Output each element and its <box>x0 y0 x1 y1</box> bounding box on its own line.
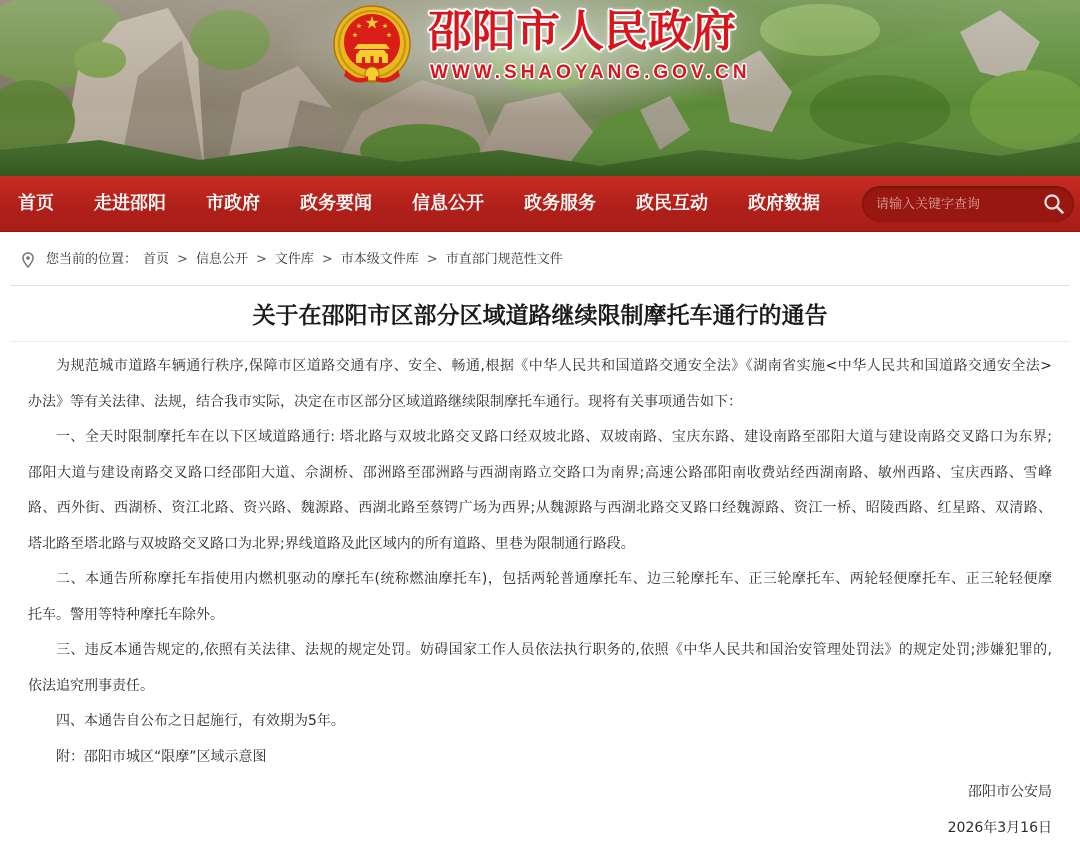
attachment-line: 附：邵阳市城区“限摩”区域示意图 <box>56 748 267 765</box>
issuer-signature: 邵阳市公安局 <box>968 784 1052 800</box>
breadcrumb-home[interactable]: 首页 <box>143 252 170 267</box>
search-box <box>862 186 1074 222</box>
paragraph-line: 邵阳大道与建设南路交叉路口经邵阳大道、佘湖桥、邵洲路至邵洲路与西湖南路立交路口为南界;高速公路邵阳南收费站经西湖南路、敏州西路、宝庆西路、雪峰 <box>28 464 1052 481</box>
location-pin-shape <box>23 253 33 267</box>
search-input[interactable] <box>876 186 1036 222</box>
nav-item-government-news[interactable]: 政务要闻 <box>300 193 372 214</box>
breadcrumb-label: 您当前的位置： <box>46 252 138 267</box>
header-banner <box>0 0 1080 176</box>
main-nav <box>0 176 1080 232</box>
nav-item-about-shaoyang[interactable]: 走进邵阳 <box>94 193 166 214</box>
breadcrumb <box>20 247 563 273</box>
paragraph-line: 为规范城市道路车辆通行秩序,保障市区道路交通有序、安全、畅通,根据《中华人民共和国道路交通安全法》《湖南省实施<中华人民共和国道路交通安全法> <box>56 358 1052 374</box>
search-icon-handle <box>1057 207 1063 213</box>
breadcrumb-information-disclosure[interactable]: 信息公开 <box>195 252 248 267</box>
nav-list-item <box>412 176 484 232</box>
emblem-gate-roof <box>357 50 387 54</box>
national-emblem-icon <box>332 4 412 86</box>
emblem-gate-door <box>362 57 365 63</box>
paragraph-line: 办法》等有关法律、法规，结合我市实际，决定在市区部分区域道路继续限制摩托车通行。现将有关事项通告如下： <box>28 393 742 410</box>
paragraph-line: 依法追究刑事责任。 <box>28 677 154 694</box>
site-url: WWW.SHAOYANG.GOV.CN <box>430 62 751 83</box>
article-paragraph <box>28 740 1052 776</box>
breadcrumb-separator: > <box>321 252 333 267</box>
breadcrumb-divider <box>10 285 1070 286</box>
paragraph-line: 一、全天时限制摩托车在以下区域道路通行: 塔北路与双坡北路交叉路口经双坡北路、双坡南路、宝庆东路、建设南路至邵阳大道与建设南路交叉路口为东界; <box>56 429 1052 445</box>
nav-list-item <box>748 176 820 232</box>
article-paragraph <box>28 562 1052 633</box>
paragraph-line: 四、本通告自公布之日起施行，有效期为5年。 <box>56 713 345 729</box>
article-body <box>28 349 1052 846</box>
breadcrumb-department-normative-documents[interactable]: 市直部门规范性文件 <box>445 252 563 267</box>
emblem-gate-door <box>379 57 382 63</box>
article-paragraph <box>28 420 1052 562</box>
search-button[interactable] <box>1042 193 1066 215</box>
nav-list-item <box>206 176 260 232</box>
nav-item-information-disclosure[interactable]: 信息公开 <box>412 193 484 214</box>
nav-list-item <box>300 176 372 232</box>
article-paragraph <box>28 633 1052 704</box>
paragraph-line: 二、本通告所称摩托车指使用内燃机驱动的摩托车(统称燃油摩托车)，包括两轮普通摩托车、边三轮摩托车、正三轮摩托车、两轮轻便摩托车、正三轮轻便摩 <box>56 571 1052 587</box>
article-paragraph <box>28 349 1052 420</box>
emblem-gate-roof <box>354 44 390 49</box>
paragraph-line: 三、违反本通告规定的,依照有关法律、法规的规定处罚。妨碍国家工作人员依法执行职务的,依照《中华人民共和国治安管理处罚法》的规定处罚;涉嫌犯罪的, <box>56 642 1052 658</box>
paragraph-line: 托车。警用等特种摩托车除外。 <box>28 606 224 623</box>
nav-item-home[interactable]: 首页 <box>18 193 54 214</box>
emblem-gate-door <box>371 56 374 63</box>
breadcrumb-separator: > <box>426 252 438 267</box>
nav-list-item <box>636 176 708 232</box>
location-pin-dot <box>26 256 30 260</box>
site-title: 邵阳市人民政府 <box>428 6 736 57</box>
nav-item-government-data[interactable]: 政府数据 <box>748 193 820 214</box>
breadcrumb-separator: > <box>255 252 267 267</box>
search-icon <box>1042 193 1066 215</box>
nav-item-public-interaction[interactable]: 政民互动 <box>636 193 708 214</box>
article-title: 关于在邵阳市区部分区域道路继续限制摩托车通行的通告 <box>252 303 828 329</box>
issue-date: 2026年3月16日 <box>947 819 1052 836</box>
nav-list-item <box>524 176 596 232</box>
nav-list-item <box>94 176 166 232</box>
breadcrumb-city-level-library[interactable]: 市本级文件库 <box>340 252 419 267</box>
article-paragraph <box>28 704 1052 740</box>
location-pin-icon <box>20 252 36 268</box>
breadcrumb-document-library[interactable]: 文件库 <box>274 252 314 267</box>
site-logo-link[interactable] <box>330 0 750 96</box>
breadcrumb-separator: > <box>177 252 188 267</box>
paragraph-line: 塔北路至塔北路与双坡路交叉路口为北界;界线道路及此区域内的所有道路、里巷为限制通行路段。 <box>28 535 635 552</box>
nav-item-city-government[interactable]: 市政府 <box>206 193 260 214</box>
title-divider <box>10 341 1070 342</box>
nav-list-item <box>18 176 54 232</box>
paragraph-line: 路、西外街、西湖桥、资江北路、资兴路、魏源路、西湖北路至蔡锷广场为西界;从魏源路与西湖北路交叉路口经魏源路、资江一桥、昭陵西路、红星路、双清路、 <box>28 500 1052 516</box>
nav-item-government-services[interactable]: 政务服务 <box>524 193 596 214</box>
